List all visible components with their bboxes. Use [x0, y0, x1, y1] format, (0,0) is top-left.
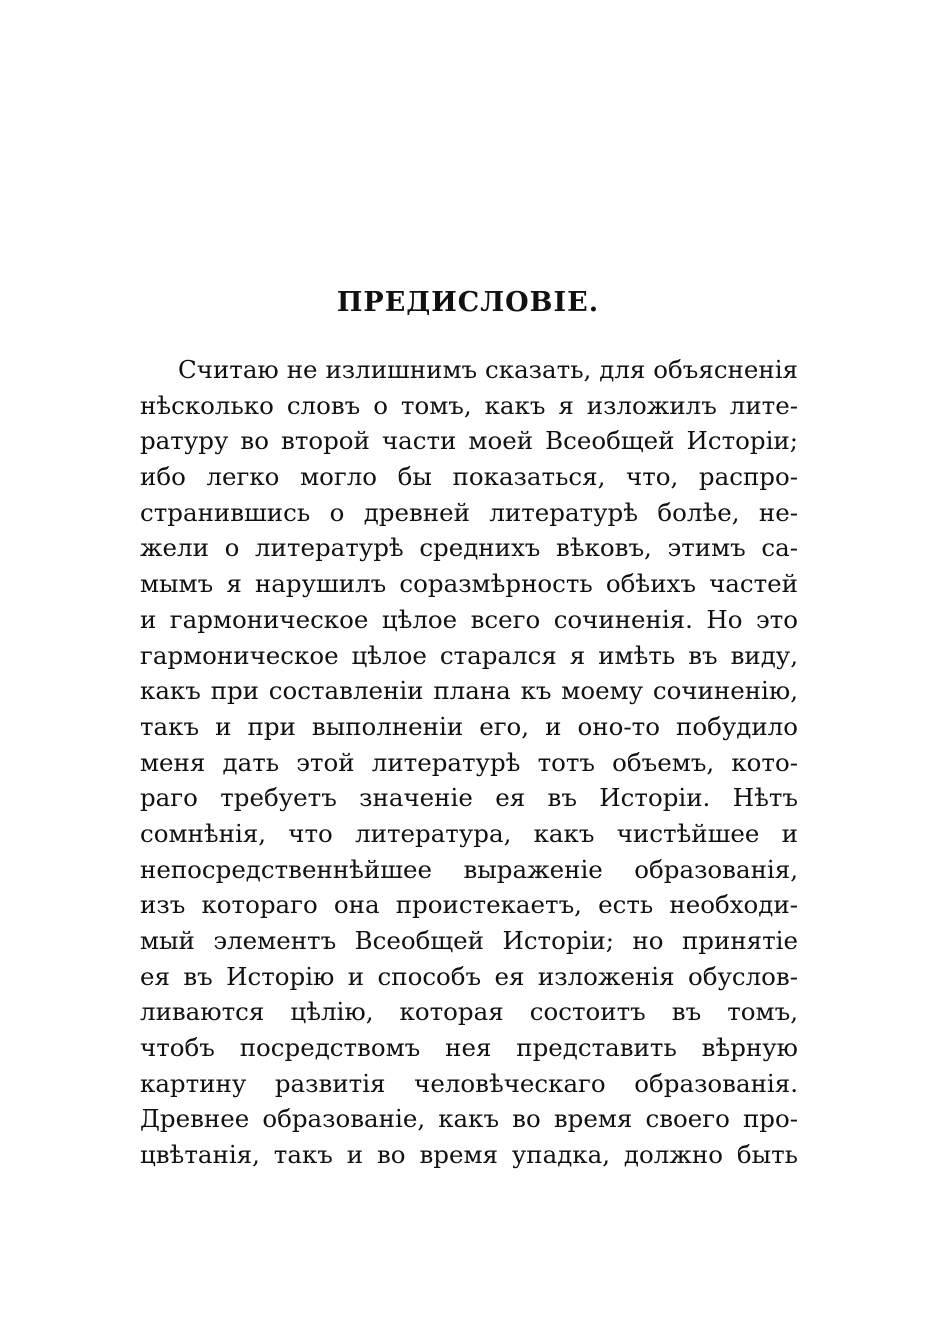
- text-line: Древнее образованіе, какъ во время своего про-: [140, 1104, 798, 1134]
- text-line: меня дать этой литературѣ тотъ объемъ, кото-: [140, 747, 798, 777]
- text-line: мымъ я нарушилъ соразмѣрность обѣихъ частей: [140, 569, 798, 599]
- text-line: мый элементъ Всеобщей Исторіи; но принятіе: [140, 926, 798, 955]
- text-line: сомнѣнія, что литература, какъ чистѣйшее и: [140, 818, 798, 848]
- text-line: какъ при составленіи плана къ моему сочиненію,: [140, 676, 798, 706]
- text-line: ливаются цѣлію, которая состоитъ въ томъ,: [140, 997, 798, 1027]
- text-line: раго требуетъ значеніе ея въ Исторіи. Нѣтъ: [140, 783, 798, 813]
- text-line: изъ котораго она проистекаетъ, есть необходи-: [140, 890, 798, 920]
- text-line: ея въ Исторію и способъ ея изложенія обуслов-: [140, 961, 798, 991]
- text-line: Считаю не излишнимъ сказать, для объясненія: [178, 355, 798, 384]
- text-line: чтобъ посредствомъ нея представить вѣрную: [140, 1033, 798, 1063]
- text-line: такъ и при выполненіи его, и оно-то побудило: [140, 711, 798, 741]
- text-line: нѣсколько словъ о томъ, какъ я изложилъ лите-: [140, 390, 798, 420]
- text-line: картину развитія человѣческаго образованія.: [140, 1068, 798, 1098]
- text-line: жели о литературѣ среднихъ вѣковъ, этимъ са-: [140, 533, 798, 563]
- text-line: и гармоническое цѣлое всего сочиненія. Но это: [140, 604, 798, 634]
- page-title: ПРЕДИСЛОВІЕ.: [336, 287, 600, 318]
- text-line: странившись о древней литературѣ болѣе, не-: [140, 497, 798, 527]
- text-line: гармоническое цѣлое старался я имѣть въ виду,: [140, 640, 798, 670]
- text-line: непосредственнѣйшее выраженіе образованія,: [140, 854, 798, 884]
- preface-body: [140, 352, 798, 1173]
- text-line: ибо легко могло бы показаться, что, распро-: [140, 462, 798, 492]
- text-line: ратуру во второй части моей Всеобщей Исторіи;: [140, 426, 798, 456]
- text-line: цвѣтанія, такъ и во время упадка, должно быть: [140, 1140, 798, 1170]
